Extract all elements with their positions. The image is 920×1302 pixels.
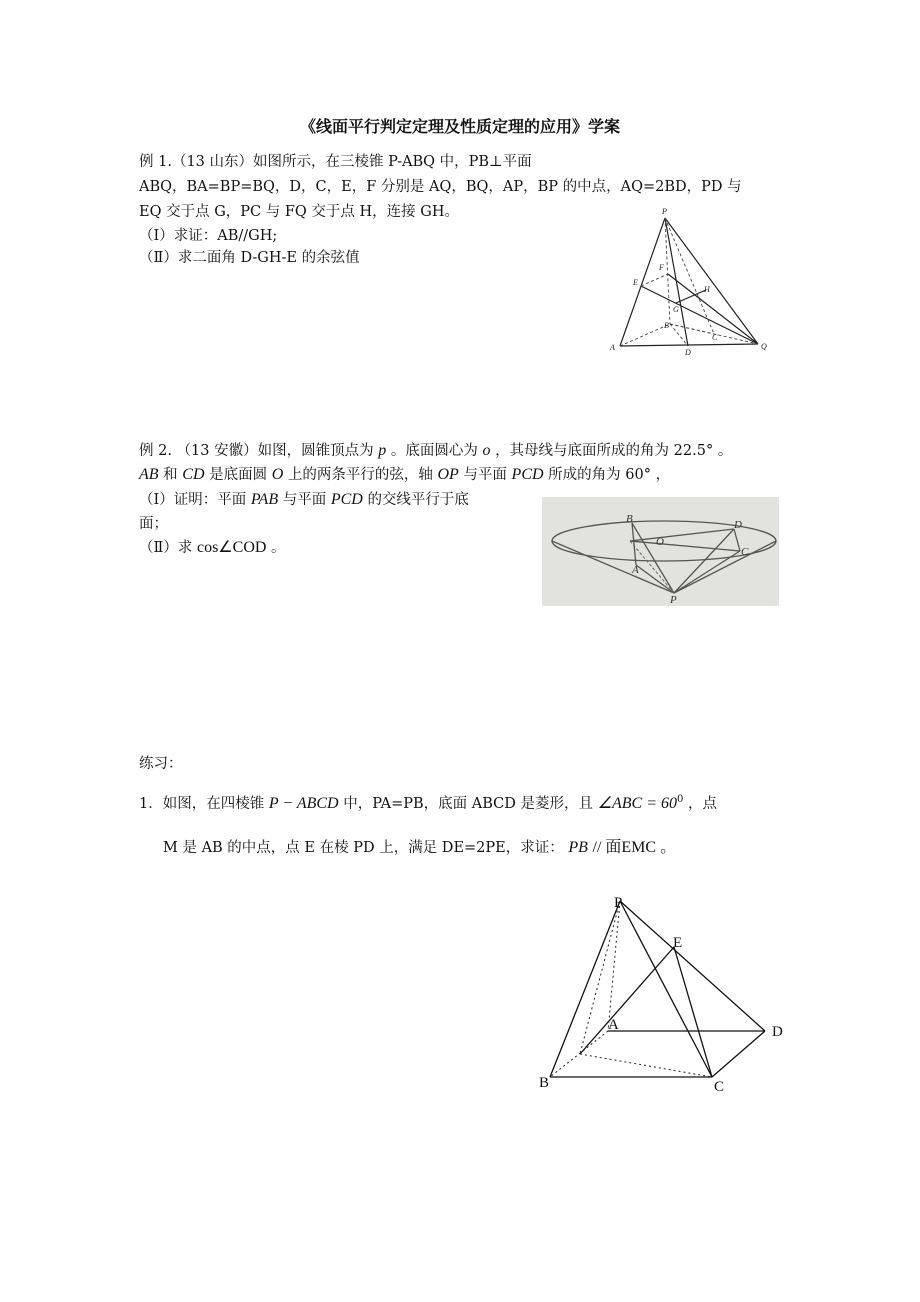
practice-heading: 练习： xyxy=(139,756,183,772)
practice-math-pb: PB xyxy=(568,839,588,856)
ex2-question-1-cont: 面； xyxy=(139,516,168,532)
ex1-label-q: Q xyxy=(761,342,767,351)
ex2-text: 是底面圆 xyxy=(209,467,268,483)
practice-label-c: C xyxy=(714,1079,725,1095)
ex1-label-g: G xyxy=(673,305,679,314)
ex2-math-o: o xyxy=(482,442,491,459)
ex2-text: 的交线平行于底 xyxy=(367,492,469,508)
ex2-math-pcd: PCD xyxy=(330,491,363,508)
ex2-label-o: O xyxy=(656,536,664,548)
practice-math-angle: ∠ABC = 60 xyxy=(597,794,677,812)
ex1-label-h: H xyxy=(704,285,710,294)
ex2-text: （Ⅱ）求 xyxy=(139,540,193,556)
ex2-line1 xyxy=(139,441,732,461)
ex2-label-b: B xyxy=(626,513,633,525)
ex2-math-cd: CD xyxy=(182,466,205,483)
ex1-question-2: （Ⅱ）求二面角 D-GH-E 的余弦值 xyxy=(139,250,360,266)
ex2-text: 。 xyxy=(271,540,286,556)
ex2-label-a: A xyxy=(632,564,639,576)
ex2-text: 和 xyxy=(163,467,178,483)
ex2-text: 例 2. （13 安徽）如图，圆锥顶点为 xyxy=(139,443,374,459)
page-title: 《线面平行判定定理及性质定理的应用》学案 xyxy=(299,117,620,136)
practice-label-p: P xyxy=(614,895,623,911)
ex2-math-pcd: PCD xyxy=(511,466,544,483)
ex1-label-f: F xyxy=(659,263,664,272)
practice-text: 1．如图，在四棱锥 xyxy=(139,795,265,812)
ex2-question-2 xyxy=(139,538,286,558)
ex2-text: 上的两条平行的弦，轴 xyxy=(287,467,433,483)
practice-label-e: E xyxy=(673,935,683,951)
ex2-math-O: O xyxy=(271,466,284,483)
ex2-math-cos-cod: cos∠COD xyxy=(196,539,267,556)
practice-figure-quad-pyramid xyxy=(530,885,800,1100)
ex2-label-p: P xyxy=(670,594,677,606)
ex1-line3: EQ 交于点 G，PC 与 FQ 交于点 H，连接 GH。 xyxy=(139,204,459,220)
ex2-text: （Ⅰ）证明：平面 xyxy=(139,492,247,508)
practice-text: M 是 AB 的中点，点 E 在棱 PD 上，满足 DE=2PE，求证： xyxy=(163,840,564,856)
ex2-text: 所成的角为 60° ， xyxy=(548,467,671,483)
practice-text: 中，PA=PB，底面 ABCD 是菱形，且 xyxy=(343,795,594,812)
ex2-math-op: OP xyxy=(437,466,459,483)
ex2-math-pab: PAB xyxy=(250,491,279,508)
ex2-label-d: D xyxy=(734,519,742,531)
practice-math-degree: 0 xyxy=(676,794,684,805)
ex2-text: ，其母线与底面所成的角为 22.5° 。 xyxy=(495,443,733,459)
ex1-question-1: （Ⅰ）求证：AB//GH; xyxy=(139,228,278,244)
practice-1-line1 xyxy=(139,790,717,814)
ex1-figure-pyramid xyxy=(600,202,785,362)
practice-label-d: D xyxy=(772,1024,783,1040)
ex2-figure-cone-photo xyxy=(542,497,779,606)
practice-label-b: B xyxy=(539,1075,550,1091)
ex1-label-b: B xyxy=(664,321,669,330)
ex2-text: 与平面 xyxy=(463,467,507,483)
ex1-label-c: C xyxy=(712,333,718,342)
practice-text: ，点 xyxy=(687,795,717,812)
ex2-text: 与平面 xyxy=(282,492,327,508)
ex2-line2 xyxy=(139,465,670,485)
ex2-label-c: C xyxy=(741,546,749,558)
practice-math-plane: // 面EMC 。 xyxy=(592,839,677,856)
practice-math-pyramid: P − ABCD xyxy=(268,794,339,812)
ex2-math-ab: AB xyxy=(139,466,159,483)
ex2-math-p: p xyxy=(378,442,387,459)
practice-label-a: A xyxy=(608,1017,619,1033)
practice-1-line2 xyxy=(163,838,676,858)
ex1-line1: 例 1.（13 山东）如图所示，在三棱锥 P-ABQ 中，PB⊥平面 xyxy=(139,154,532,170)
ex1-line2: ABQ，BA=BP=BQ，D，C，E，F 分别是 AQ，BQ，AP，BP 的中点，AQ=2BD，PD 与 xyxy=(139,179,742,195)
ex1-label-e: E xyxy=(633,278,638,287)
ex2-question-1 xyxy=(139,490,469,510)
ex1-label-a: A xyxy=(610,343,615,352)
ex2-text: 。底面圆心为 xyxy=(390,443,478,459)
ex1-label-p: P xyxy=(662,207,667,216)
ex1-label-d: D xyxy=(685,348,691,357)
